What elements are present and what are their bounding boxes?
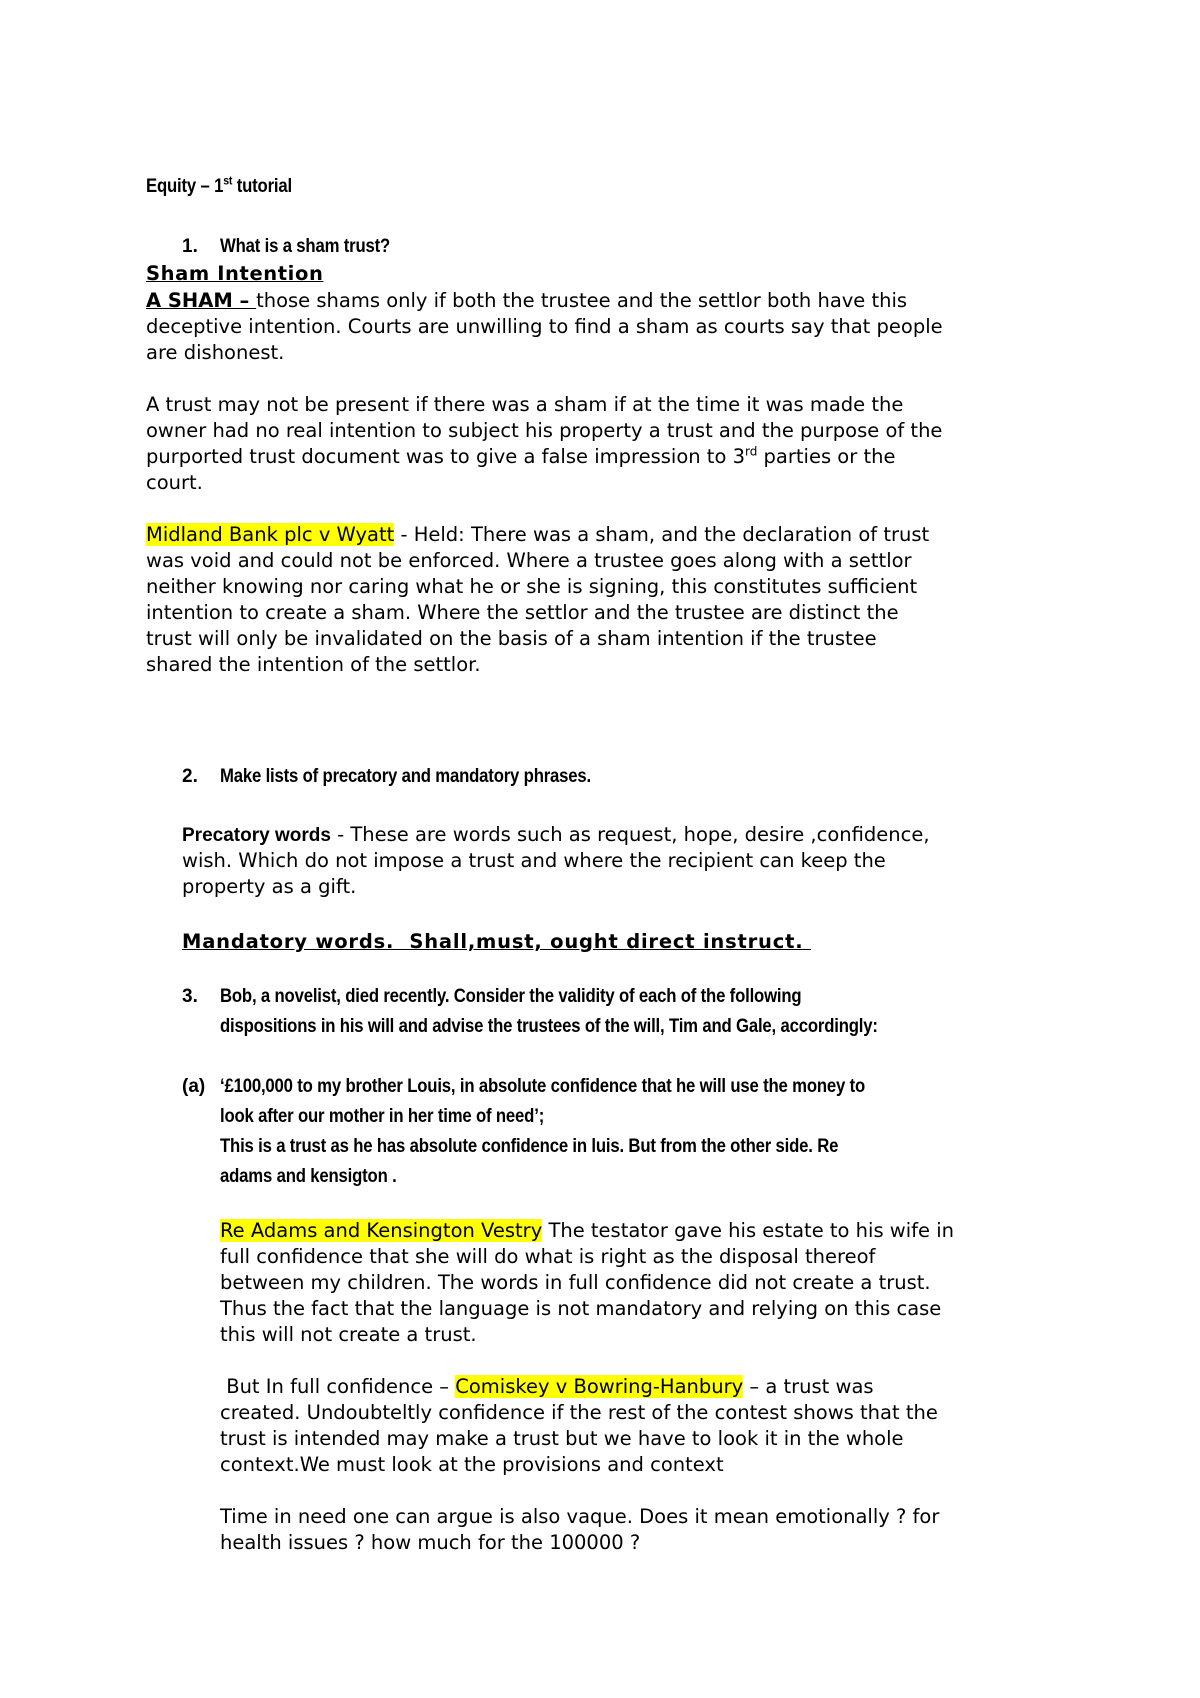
question-2-text: Make lists of precatory and mandatory phrases. [220,766,592,787]
adams-paragraph [220,1218,1100,1348]
title-superscript: st [223,173,233,188]
question-3-line: dispositions in his will and advise the trustees of the will, Tim and Gale, accordingly: [220,1016,878,1037]
part-a-number: (a) [182,1076,206,1097]
paragraph-line: property as a gift. [182,875,357,898]
mandatory-words: Mandatory words. Shall,must, ought direct instruct. [182,930,812,953]
case-name-highlight: Midland Bank plc v Wyatt [146,523,395,546]
paragraph-line: shared the intention of the settlor. [146,653,481,676]
paragraph-line: trust will only be invalidated on the basis of a sham intention if the trustee [146,627,877,650]
part-a-line: adams and kensigton . [220,1166,397,1187]
paragraph-line: this will not create a trust. [220,1323,477,1346]
precatory-paragraph [182,822,1082,900]
paragraph-line: between my children. The words in full confidence did not create a trust. [220,1271,931,1294]
ordinal-superscript: rd [745,444,758,459]
sham-line: are dishonest. [146,341,285,364]
question-3-line: Bob, a novelist, died recently. Consider the validity of each of the following [220,986,802,1007]
sham-line: deceptive intention. Courts are unwilling to find a sham as courts say that people [146,315,943,338]
part-a-line: ‘£100,000 to my brother Louis, in absolute confidence that he will use the money to [220,1076,866,1097]
paragraph-line: - Held: There was a sham, and the declaration of trust [394,523,930,546]
precatory-label: Precatory words [182,825,331,846]
paragraph-line: context.We must look at the provisions and context [220,1453,724,1476]
paragraph-line: court. [146,471,203,494]
question-1-number: 1. [182,236,198,257]
paragraph-line: But In full confidence – [220,1375,456,1398]
question-2-number: 2. [182,766,198,787]
part-a-line: This is a trust as he has absolute confidence in luis. But from the other side. Re [220,1136,839,1157]
title-suffix: tutorial [232,176,292,197]
paragraph-line: Time in need one can argue is also vaque. Does it mean emotionally ? for [220,1505,940,1528]
sham-paragraph [146,288,1086,366]
sham-line: those shams only if both the trustee and the settlor both have this [256,289,908,312]
paragraph-line: - These are words such as request, hope, desire ,confidence, [330,823,930,846]
question-3-number: 3. [182,986,198,1007]
paragraph-line: trust is intended may make a trust but we have to look it in the whole [220,1427,904,1450]
case-name-highlight: Re Adams and Kensington Vestry [220,1219,543,1242]
sham-label: A SHAM – [146,289,257,312]
sham-intention-heading: Sham Intention [146,262,324,285]
time-in-need-paragraph [220,1504,1100,1556]
paragraph-line: intention to create a sham. Where the settlor and the trustee are distinct the [146,601,899,624]
paragraph-line: The testator gave his estate to his wife in [542,1219,955,1242]
title-text: Equity – 1 [146,176,224,197]
paragraph-line: full confidence that she will do what is right as the disposal thereof [220,1245,876,1268]
document-title [146,173,292,198]
trust-presence-paragraph [146,392,1086,496]
question-1-text: What is a sham trust? [220,236,391,257]
paragraph-line: wish. Which do not impose a trust and where the recipient can keep the [182,849,886,872]
midland-paragraph [146,522,1086,678]
paragraph-line: owner had no real intention to subject his property a trust and the purpose of the [146,419,943,442]
paragraph-line: parties or the [757,445,896,468]
paragraph-line: A trust may not be present if there was a sham if at the time it was made the [146,393,904,416]
paragraph-line: Thus the fact that the language is not mandatory and relying on this case [220,1297,942,1320]
case-name-highlight: Comiskey v Bowring-Hanbury [455,1375,744,1398]
paragraph-line: health issues ? how much for the 100000 ? [220,1531,641,1554]
paragraph-line: was void and could not be enforced. Where a trustee goes along with a settlor [146,549,912,572]
paragraph-line: purported trust document was to give a false impression to 3 [146,445,745,468]
paragraph-line: – a trust was [743,1375,874,1398]
comiskey-paragraph [220,1374,1100,1478]
part-a-line: look after our mother in her time of need’; [220,1106,545,1127]
paragraph-line: neither knowing nor caring what he or she is signing, this constitutes sufficient [146,575,918,598]
paragraph-line: created. Undoubteltly confidence if the rest of the contest shows that the [220,1401,938,1424]
